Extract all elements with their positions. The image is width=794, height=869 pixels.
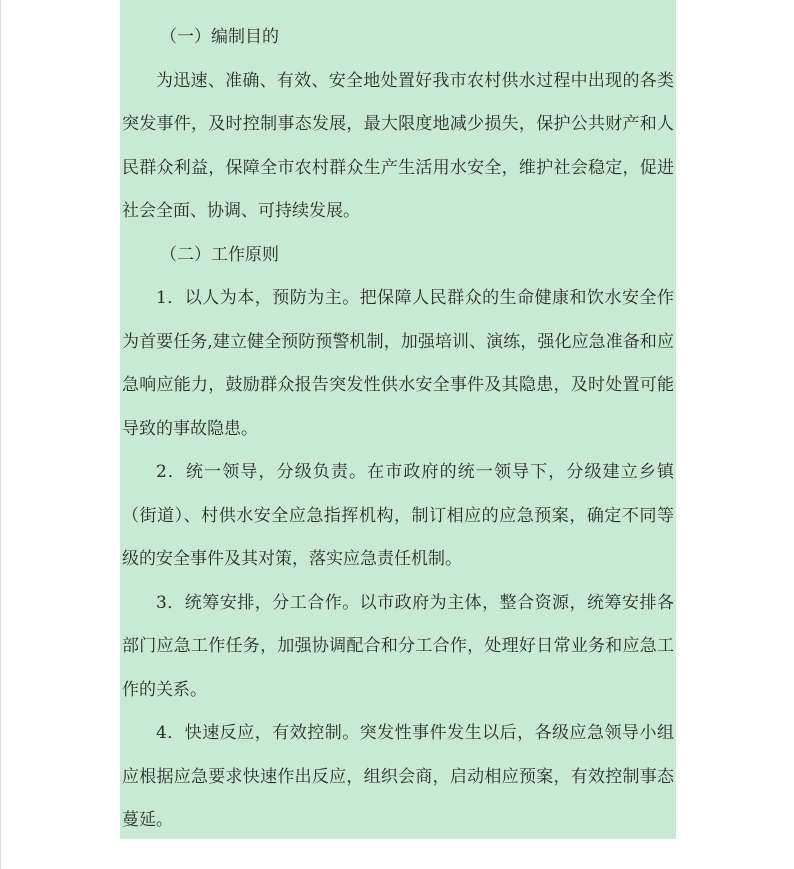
section-heading-purpose: （一）编制目的: [160, 27, 279, 47]
page-edge-divider: [0, 0, 1, 869]
paragraph-principle-2: 2．统一领导，分级负责。在市政府的统一领导下，分级建立乡镇（街道）、村供水安全应急指挥机构，制订相应的应急预案，确定不同等级的安全事件及其对策，落实应急责任机制。: [122, 462, 674, 569]
paragraph-principle-1: 1．以人为本，预防为主。把保障人民群众的生命健康和饮水安全作为首要任务,建立健全预防预警机制，加强培训、演练，强化应急准备和应急响应能力，鼓励群众报告突发性供水安全事件及其隐患，及时处置可能导致的事故隐患。: [122, 288, 674, 439]
paragraph-principle-4: 4．快速反应，有效控制。突发性事件发生以后，各级应急领导小组应根据应急要求快速作出反应，组织会商，启动相应预案，有效控制事态蔓延。: [122, 723, 674, 830]
paragraph-principle-3: 3．统筹安排，分工合作。以市政府为主体，整合资源，统筹安排各部门应急工作任务，加强协调配合和分工合作，处理好日常业务和应急工作的关系。: [122, 592, 674, 700]
document-body: [122, 16, 674, 843]
section-heading-principles: （二）工作原则: [160, 244, 279, 265]
paragraph-purpose: 为迅速、准确、有效、安全地处置好我市农村供水过程中出现的各类突发事件，及时控制事态发展，最大限度地减少损失，保护公共财产和人民群众利益，保障全市农村群众生产生活用水安全，维护社会稳定，促进社会全面、协调、可持续发展。: [122, 70, 674, 221]
